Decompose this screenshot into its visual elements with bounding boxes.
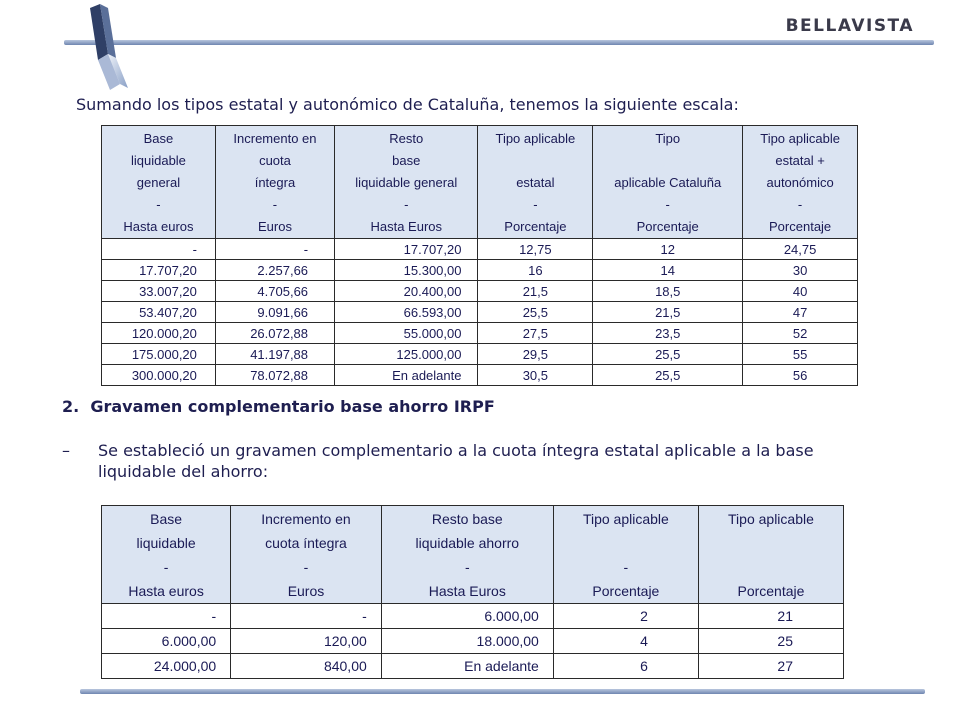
column-header-line: Tipo aplicable — [760, 131, 840, 146]
table-row — [102, 344, 858, 365]
column-header-line: íntegra — [254, 175, 296, 190]
table-cell: 30 — [743, 260, 858, 281]
table-cell: 14 — [593, 260, 743, 281]
table-cell: 300.000,20 — [102, 365, 216, 386]
table-cell: 16 — [478, 260, 593, 281]
column-header-line: Tipo aplicable — [495, 131, 576, 146]
table-cell: 21,5 — [478, 281, 593, 302]
column-header-line: Euros — [257, 219, 292, 234]
column-header — [335, 126, 478, 239]
table-cell: 12 — [593, 239, 743, 260]
table-cell: 6.000,00 — [381, 604, 553, 629]
table-row — [102, 281, 858, 302]
table-cell: 56 — [743, 365, 858, 386]
column-header — [593, 126, 743, 239]
column-header — [553, 506, 698, 604]
column-header-line: Hasta Euros — [428, 583, 506, 599]
section-title: Gravamen complementario base ahorro IRPF — [90, 397, 495, 416]
table-cell: 20.400,00 — [335, 281, 478, 302]
column-header-line: - — [272, 197, 278, 212]
column-header-line: - — [797, 197, 803, 212]
table-cell: 17.707,20 — [102, 260, 216, 281]
table-cell: 21,5 — [593, 302, 743, 323]
column-header-line: cuota íntegra — [265, 535, 347, 551]
table-cell: 52 — [743, 323, 858, 344]
section-number: 2. — [62, 397, 80, 416]
table-cell: 4.705,66 — [215, 281, 334, 302]
table-cell: 18,5 — [593, 281, 743, 302]
column-header-line — [703, 555, 839, 579]
column-header-line: - — [156, 197, 161, 212]
column-header-line: Resto — [389, 131, 424, 146]
column-header-line — [597, 150, 738, 172]
table-row — [102, 239, 858, 260]
column-header — [698, 506, 843, 604]
table-cell: 120.000,20 — [102, 323, 216, 344]
column-header-line: aplicable Cataluña — [614, 175, 722, 190]
table-cell: 840,00 — [231, 654, 382, 679]
column-header — [231, 506, 382, 604]
tax-scale-table — [101, 125, 858, 386]
column-header-line: liquidable — [130, 153, 186, 168]
column-header-line: - — [404, 197, 409, 212]
table-cell: 66.593,00 — [335, 302, 478, 323]
table-cell: 12,75 — [478, 239, 593, 260]
table-cell: 15.300,00 — [335, 260, 478, 281]
column-header — [743, 126, 858, 239]
logo-icon — [86, 4, 132, 92]
column-header-line: Base — [150, 511, 183, 527]
brand-name: BELLAVISTA — [785, 16, 914, 36]
table-cell: 78.072,88 — [215, 365, 334, 386]
table-header-row — [102, 506, 844, 604]
table-cell: 120,00 — [231, 629, 382, 654]
table-cell: 55 — [743, 344, 858, 365]
column-header — [381, 506, 553, 604]
table-cell: 6.000,00 — [102, 629, 231, 654]
column-header-line: Incremento en — [261, 511, 351, 527]
column-header-line: Porcentaje — [737, 583, 805, 599]
bullet-dash: – — [62, 441, 70, 460]
bullet-text: Se estableció un gravamen complementario a la cuota íntegra estatal aplicable a la base liquidable del ahorro: — [98, 441, 814, 481]
table-cell: 25,5 — [593, 344, 743, 365]
column-header — [102, 506, 231, 604]
table-header-row — [102, 126, 858, 239]
column-header-line: Porcentaje — [592, 583, 660, 599]
table-row — [102, 260, 858, 281]
table-cell: 125.000,00 — [335, 344, 478, 365]
column-header-line: - — [533, 197, 538, 212]
table-cell: - — [102, 604, 231, 629]
column-header-line: Resto base — [431, 511, 503, 527]
table-cell: En adelante — [381, 654, 553, 679]
column-header-line: estatal + — [775, 153, 825, 168]
table-cell: - — [231, 604, 382, 629]
table-cell: 47 — [743, 302, 858, 323]
table-cell: En adelante — [335, 365, 478, 386]
table-cell: 25 — [698, 629, 843, 654]
table-cell: 175.000,20 — [102, 344, 216, 365]
column-header — [102, 126, 216, 239]
column-header-line: base — [392, 153, 421, 168]
table-cell: 55.000,00 — [335, 323, 478, 344]
column-header-line: - — [163, 559, 169, 575]
column-header-line: - — [665, 197, 670, 212]
header-rule — [64, 40, 934, 45]
column-header-line — [558, 531, 694, 555]
table-row — [102, 323, 858, 344]
column-header-line: general — [136, 175, 181, 190]
table-cell: 27,5 — [478, 323, 593, 344]
footer-rule — [80, 689, 925, 694]
table-cell: 18.000,00 — [381, 629, 553, 654]
column-header-line: - — [303, 559, 309, 575]
column-header-line: Base — [143, 131, 174, 146]
table-cell: 9.091,66 — [215, 302, 334, 323]
column-header-line: - — [464, 559, 470, 575]
column-header-line — [482, 150, 588, 172]
column-header-line: estatal — [516, 175, 555, 190]
table-cell: - — [102, 239, 216, 260]
table-row — [102, 604, 844, 629]
table-cell: 21 — [698, 604, 843, 629]
table-cell: 23,5 — [593, 323, 743, 344]
column-header-line: Hasta euros — [123, 219, 194, 234]
table-row — [102, 654, 844, 679]
table-cell: - — [215, 239, 334, 260]
column-header-line: liquidable general — [355, 175, 458, 190]
column-header-line: Porcentaje — [636, 219, 699, 234]
table-row — [102, 302, 858, 323]
table-cell: 6 — [553, 654, 698, 679]
column-header-line: liquidable — [136, 535, 196, 551]
savings-surcharge-table — [101, 505, 844, 679]
table-cell: 25,5 — [478, 302, 593, 323]
column-header — [478, 126, 593, 239]
column-header-line: Tipo aplicable — [582, 511, 669, 527]
table-cell: 30,5 — [478, 365, 593, 386]
table-cell: 29,5 — [478, 344, 593, 365]
table-cell: 40 — [743, 281, 858, 302]
table-row — [102, 365, 858, 386]
column-header — [215, 126, 334, 239]
column-header-line: Tipo aplicable — [728, 511, 814, 527]
column-header-line: - — [623, 559, 629, 575]
column-header-line: liquidable ahorro — [415, 535, 520, 551]
column-header-line — [703, 531, 839, 555]
table-cell: 25,5 — [593, 365, 743, 386]
table-cell: 2 — [553, 604, 698, 629]
table-cell: 53.407,20 — [102, 302, 216, 323]
table-cell: 24.000,00 — [102, 654, 231, 679]
table-cell: 27 — [698, 654, 843, 679]
column-header-line: Euros — [287, 583, 325, 599]
table-cell: 2.257,66 — [215, 260, 334, 281]
column-header-line: Porcentaje — [504, 219, 567, 234]
column-header-line: autonómico — [766, 175, 834, 190]
column-header-line: cuota — [259, 153, 291, 168]
table-cell: 26.072,88 — [215, 323, 334, 344]
table-cell: 4 — [553, 629, 698, 654]
section-heading — [62, 397, 495, 416]
table-cell: 41.197,88 — [215, 344, 334, 365]
table-cell: 33.007,20 — [102, 281, 216, 302]
column-header-line: Incremento en — [233, 131, 317, 146]
intro-text: Sumando los tipos estatal y autonómico de Cataluña, tenemos la siguiente escala: — [76, 95, 739, 114]
table-cell: 17.707,20 — [335, 239, 478, 260]
column-header-line: Hasta euros — [128, 583, 204, 599]
table-cell: 24,75 — [743, 239, 858, 260]
table-row — [102, 629, 844, 654]
column-header-line: Hasta Euros — [370, 219, 443, 234]
column-header-line: Tipo — [655, 131, 681, 146]
column-header-line: Porcentaje — [769, 219, 832, 234]
